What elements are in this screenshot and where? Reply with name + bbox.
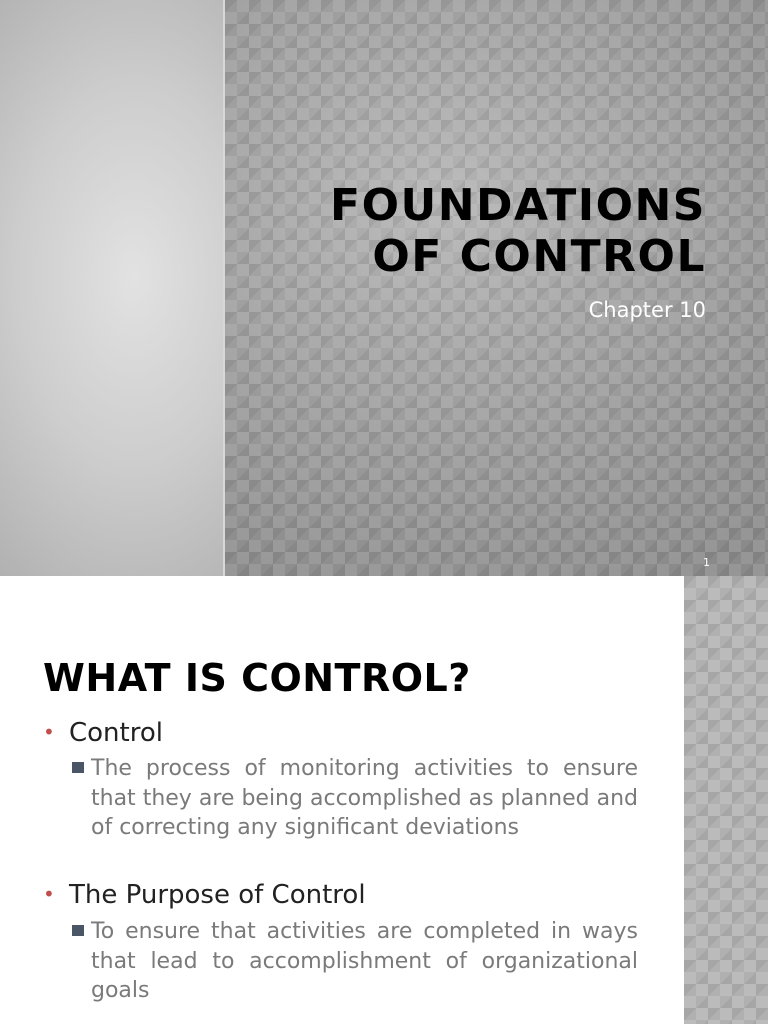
bullet-dot-icon: • xyxy=(43,882,55,906)
bullet-item xyxy=(43,879,643,911)
content-slide xyxy=(0,576,768,1024)
sub-bullet-text: To ensure that activities are completed in ways that lead to accomplishment of organizational goals xyxy=(91,919,638,1003)
bullet-item xyxy=(43,717,643,749)
bullet-dot-icon: • xyxy=(43,720,55,744)
left-gradient-panel xyxy=(0,0,223,576)
bullet-heading: Control xyxy=(69,718,163,748)
slide-number: 1 xyxy=(703,556,710,569)
slide-title xyxy=(246,180,706,282)
content-slide-title: WHAT IS CONTROL? xyxy=(43,656,471,700)
title-line-1: FOUNDATIONS xyxy=(330,180,706,231)
slide-subtitle: Chapter 10 xyxy=(588,298,706,322)
title-line-2: OF CONTROL xyxy=(372,231,706,282)
square-bullet-icon xyxy=(72,762,84,773)
patterned-sidebar xyxy=(684,576,768,1024)
sub-bullet-text: The process of monitoring activities to ensure that they are being accomplished as planned and of correcting any significant deviations xyxy=(91,756,638,840)
sub-bullet-item xyxy=(72,754,638,843)
patterned-panel xyxy=(225,0,768,576)
square-bullet-icon xyxy=(72,925,84,936)
sub-bullet-item xyxy=(72,917,638,1006)
bullet-heading: The Purpose of Control xyxy=(69,880,366,910)
